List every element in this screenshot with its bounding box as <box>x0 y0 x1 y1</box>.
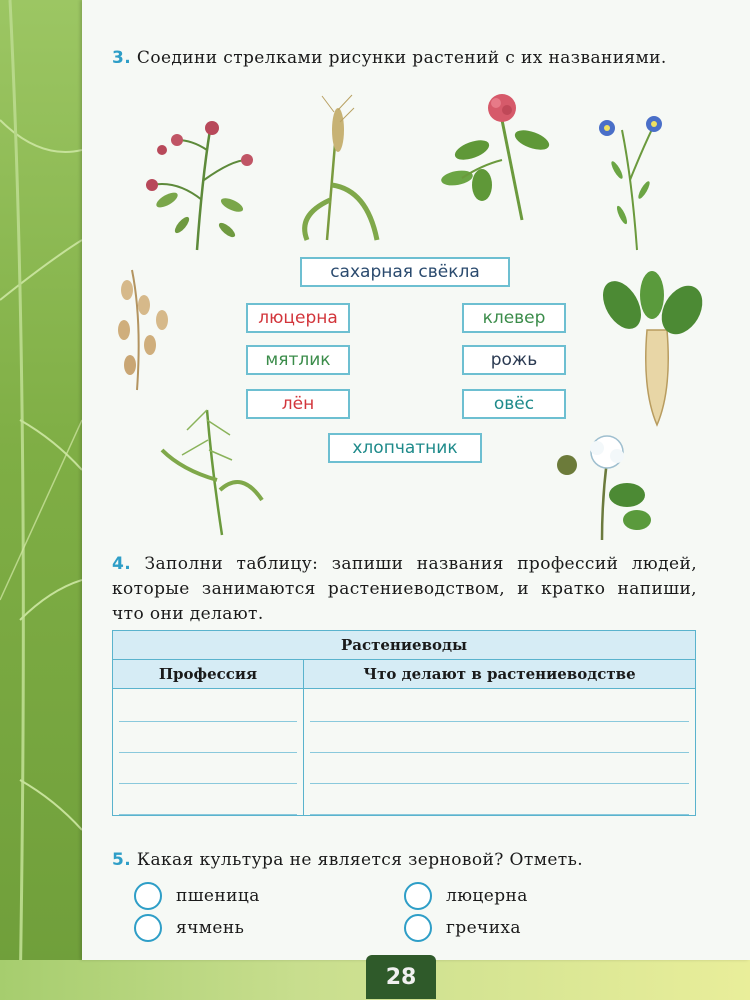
column-header-profession: Профессия <box>113 660 304 689</box>
leaf-veins-decoration <box>0 0 82 1000</box>
word-cotton: хлопчатник <box>328 433 482 463</box>
page-number: 28 <box>366 955 436 999</box>
option-alfalfa-checkbox[interactable] <box>404 882 432 910</box>
oats-drawing <box>118 270 168 390</box>
table-title: Растениеводы <box>113 631 696 660</box>
column-header-activity: Что делают в растениеводстве <box>304 660 696 689</box>
sugar-beet-drawing <box>595 271 710 425</box>
profession-answer-cell[interactable] <box>113 689 304 816</box>
professions-table <box>112 630 696 816</box>
option-wheat-label: пшеница <box>176 886 260 906</box>
word-clover: клевер <box>462 303 566 333</box>
option-buckwheat-label: гречиха <box>446 918 521 938</box>
word-sugar-beet: сахарная свёкла <box>300 257 510 287</box>
option-alfalfa-label: люцерна <box>446 886 528 906</box>
option-barley-label: ячмень <box>176 918 245 938</box>
option-barley[interactable] <box>134 914 244 942</box>
rye-drawing <box>305 95 377 240</box>
activity-answer-cell[interactable] <box>304 689 696 816</box>
option-wheat-checkbox[interactable] <box>134 882 162 910</box>
bluegrass-drawing <box>162 410 262 535</box>
option-wheat[interactable] <box>134 882 260 910</box>
word-rye: рожь <box>462 345 566 375</box>
alfalfa-drawing <box>146 121 253 250</box>
task-4-number: 4. <box>112 554 132 574</box>
task-5-number: 5. <box>112 850 132 870</box>
left-decorative-strip <box>0 0 82 1000</box>
task-3-number: 3. <box>112 48 132 68</box>
task-4-text: Заполни таблицу: запиши названия профессий людей, которые занимаются растениеводством, и кратко напиши, что они делают. <box>112 554 697 624</box>
task-3-text: Соедини стрелками рисунки растений с их названиями. <box>136 48 667 68</box>
flax-drawing <box>599 116 662 250</box>
word-bluegrass: мятлик <box>246 345 350 375</box>
option-alfalfa[interactable] <box>404 882 528 910</box>
word-oats: овёс <box>462 389 566 419</box>
cotton-drawing <box>557 436 651 540</box>
option-barley-checkbox[interactable] <box>134 914 162 942</box>
workbook-page <box>82 0 750 960</box>
option-buckwheat[interactable] <box>404 914 521 942</box>
task-5-instruction <box>112 848 697 873</box>
word-alfalfa: люцерна <box>246 303 350 333</box>
task-4-instruction <box>112 552 697 627</box>
word-flax: лён <box>246 389 350 419</box>
clover-drawing <box>440 94 552 220</box>
option-buckwheat-checkbox[interactable] <box>404 914 432 942</box>
task-5-text: Какая культура не является зерновой? Отметь. <box>136 850 584 870</box>
